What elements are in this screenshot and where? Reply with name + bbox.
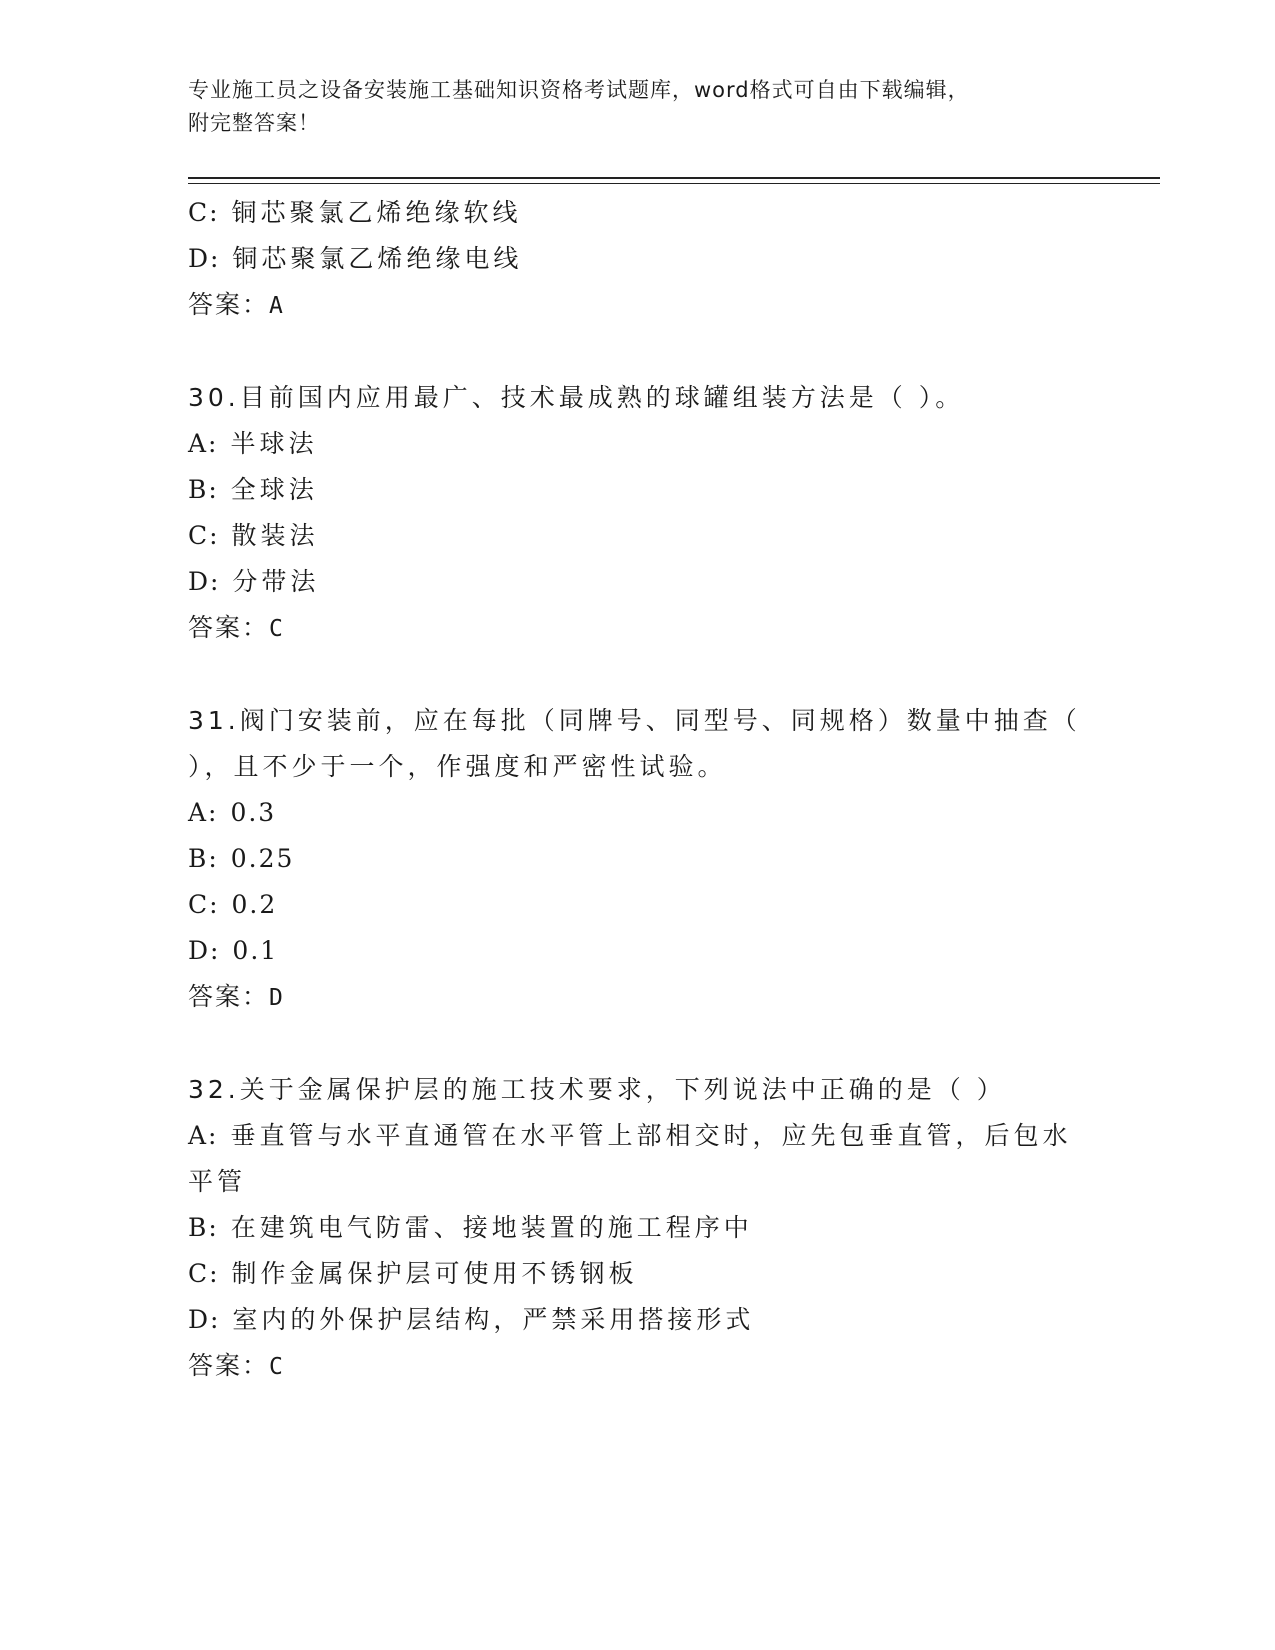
option-d: D: 室内的外保护层结构，严禁采用搭接形式 <box>188 1305 755 1334</box>
question-stem: 32.关于金属保护层的施工技术要求，下列说法中正确的是（ ） <box>188 1075 1006 1104</box>
question-31 <box>188 698 1088 1021</box>
option-b: B: 在建筑电气防雷、接地装置的施工程序中 <box>188 1213 753 1242</box>
header-divider-thick <box>188 177 1160 179</box>
answer-line: 答案：C <box>188 1351 285 1380</box>
option-a: A: 垂直管与水平直通管在水平管上部相交时，应先包垂直管，后包水 <box>188 1121 1072 1150</box>
answer-line: 答案：A <box>188 290 285 319</box>
answer-line: 答案：D <box>188 982 285 1011</box>
answer-line: 答案：C <box>188 613 285 642</box>
option-a-continuation: 平管 <box>188 1167 247 1196</box>
header-line-1: 专业施工员之设备安装施工基础知识资格考试题库，word格式可自由下载编辑， <box>188 78 970 102</box>
question-stem-line-1: 31.阀门安装前，应在每批（同牌号、同型号、同规格）数量中抽查（ <box>188 706 1081 735</box>
question-32 <box>188 1067 1088 1390</box>
option-d: D: 0.1 <box>188 936 279 965</box>
question-29-tail <box>188 190 1088 329</box>
option-d: D: 铜芯聚氯乙烯绝缘电线 <box>188 244 523 273</box>
header-line-2: 附完整答案！ <box>188 111 320 135</box>
option-a: A: 0.3 <box>188 798 277 827</box>
document-header <box>188 74 1088 140</box>
option-b: B: 0.25 <box>188 844 295 873</box>
option-c: C: 铜芯聚氯乙烯绝缘软线 <box>188 198 522 227</box>
question-30 <box>188 375 1088 652</box>
question-stem-line-2: ），且不少于一个，作强度和严密性试验。 <box>188 752 727 781</box>
header-divider-thin <box>188 183 1160 184</box>
option-c: C: 0.2 <box>188 890 278 919</box>
option-b: B: 全球法 <box>188 475 318 504</box>
option-c: C: 散装法 <box>188 521 319 550</box>
option-a: A: 半球法 <box>188 429 318 458</box>
option-d: D: 分带法 <box>188 567 320 596</box>
question-list <box>188 190 1088 1390</box>
option-c: C: 制作金属保护层可使用不锈钢板 <box>188 1259 638 1288</box>
question-stem: 30.目前国内应用最广、技术最成熟的球罐组装方法是（ ）。 <box>188 383 965 412</box>
